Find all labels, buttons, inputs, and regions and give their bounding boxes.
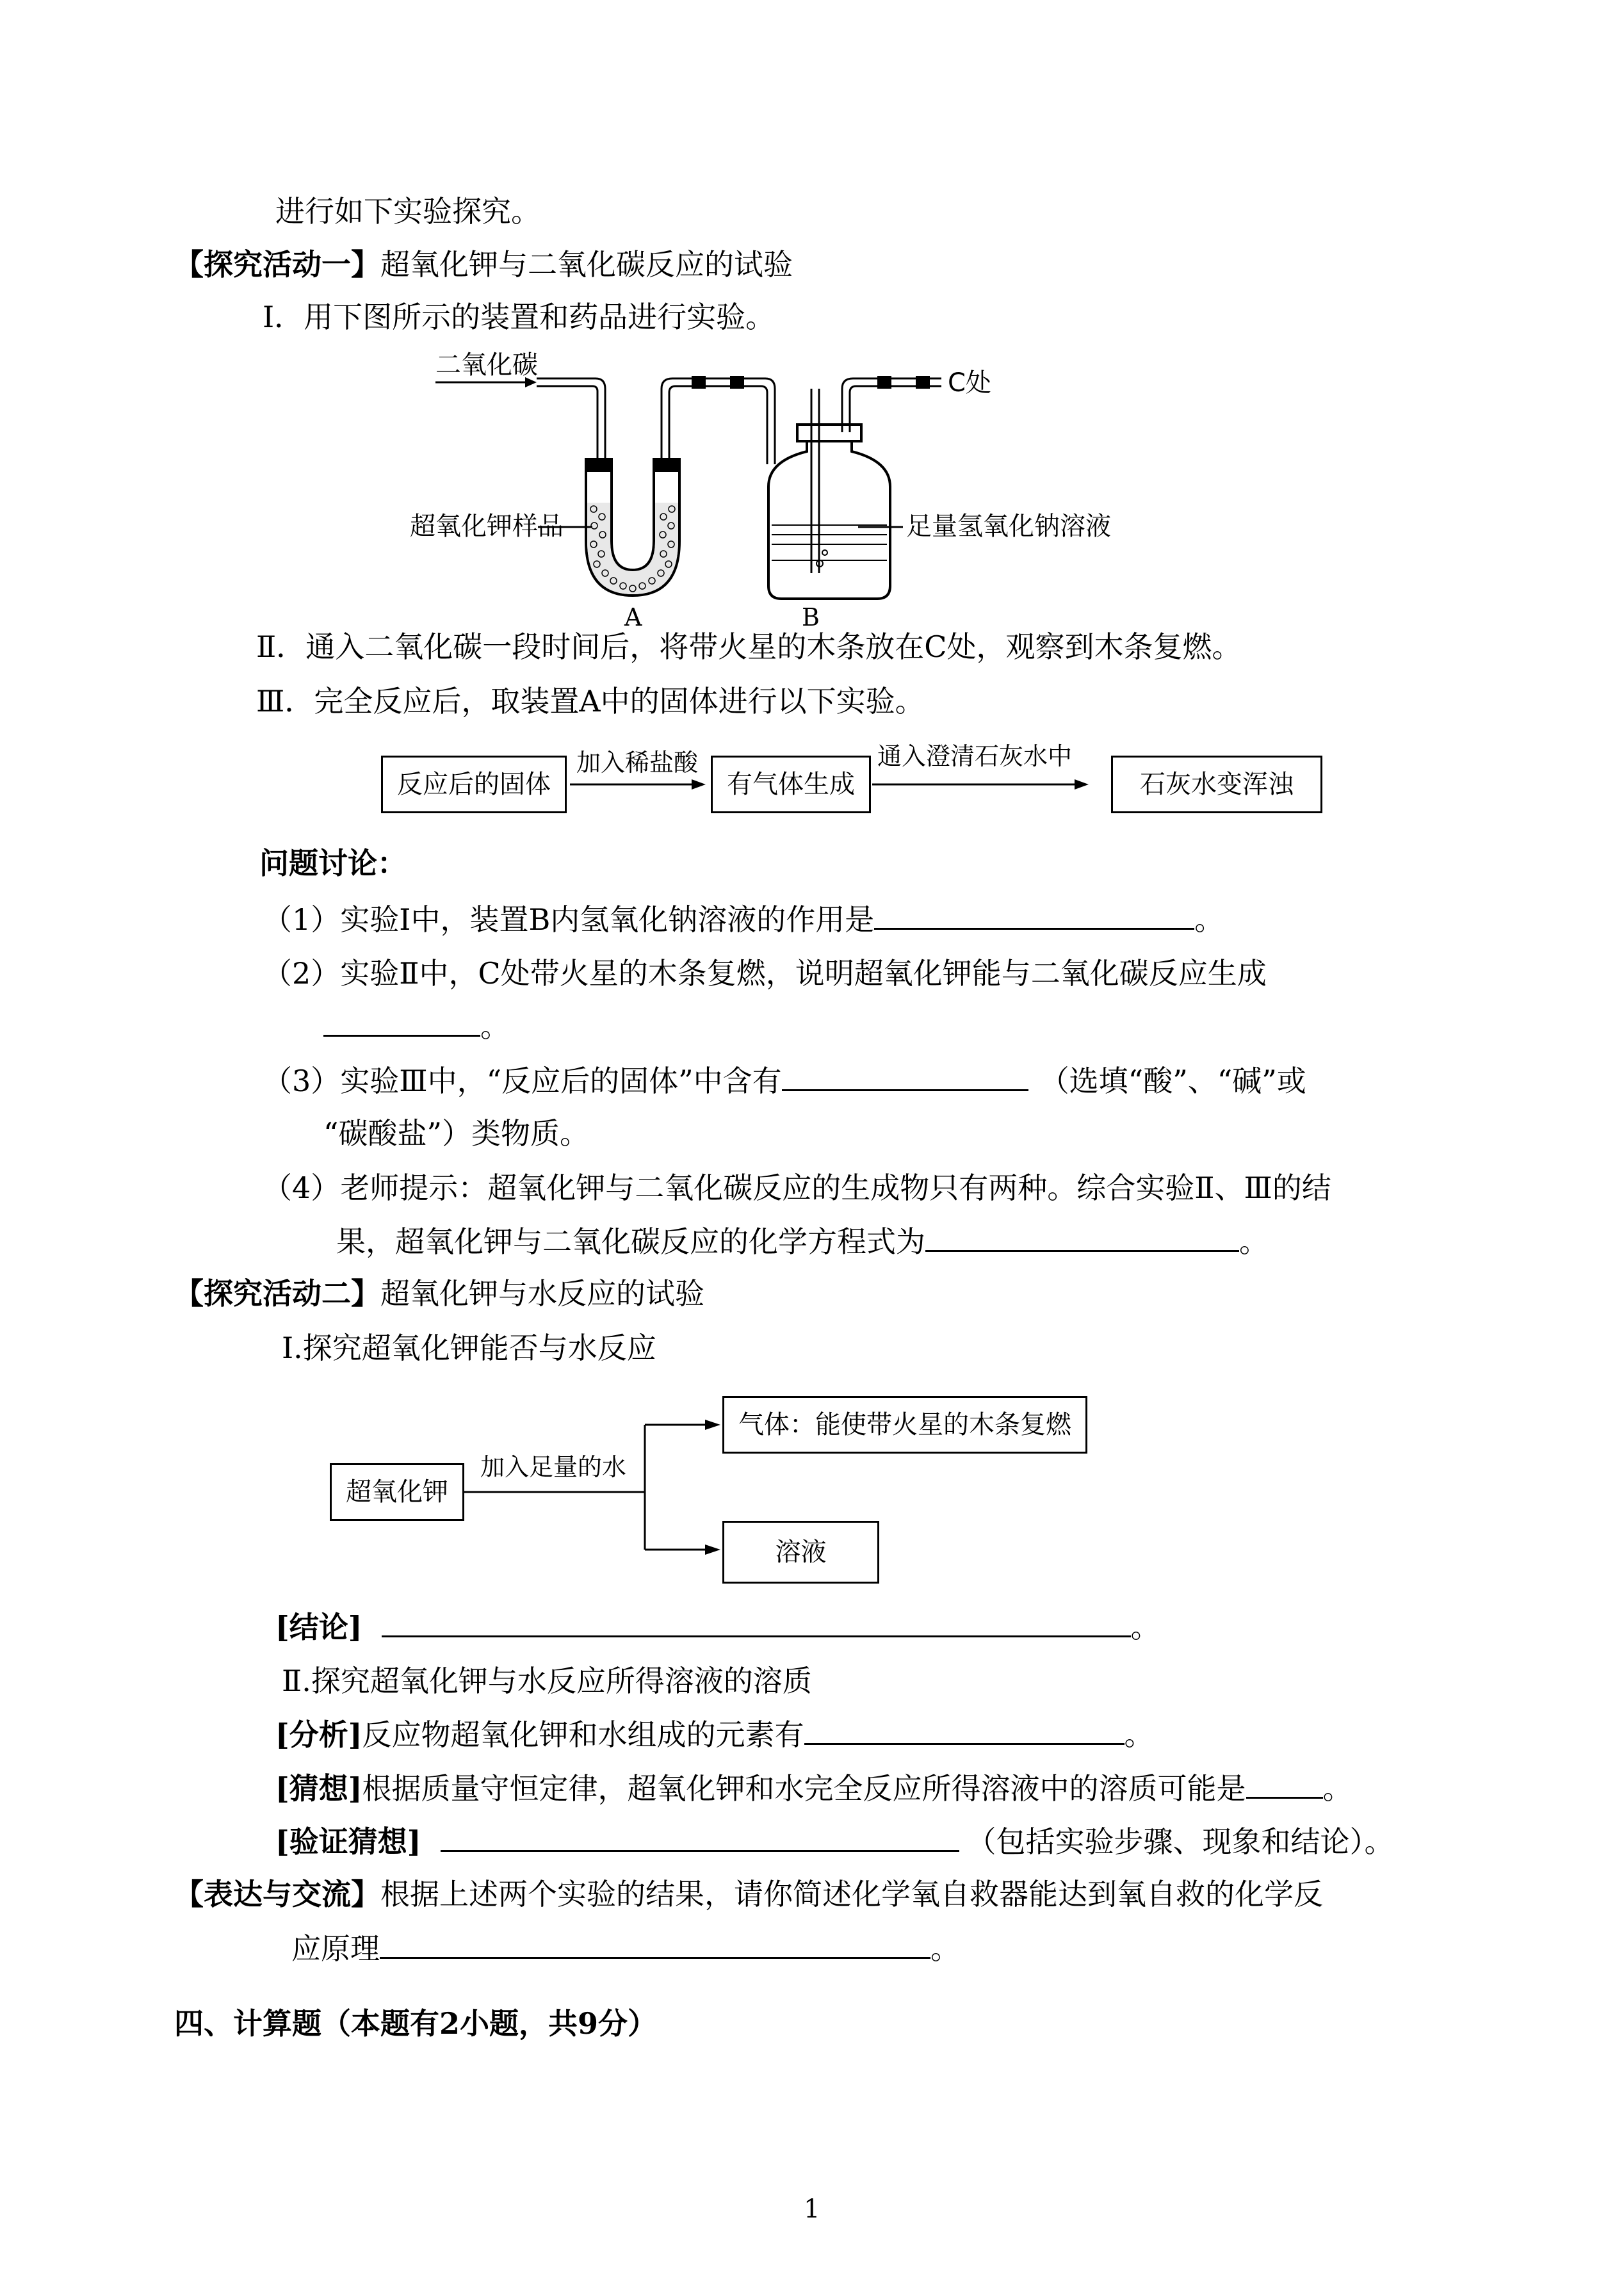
question-4: （4）老师提示：超氧化钾与二氧化碳反应的生成物只有两种。综合实验Ⅱ、Ⅲ的结 <box>263 1171 1331 1205</box>
answer-blank-verify[interactable] <box>441 1822 959 1852</box>
flow1-arrow1 <box>570 775 708 794</box>
activity1-step2: Ⅱ．通入二氧化碳一段时间后，将带火星的木条放在C处，观察到木条复燃。 <box>256 629 1242 664</box>
conclusion-end: 。 <box>1130 1610 1160 1644</box>
guess-end: 。 <box>1322 1771 1352 1806</box>
apparatus-diagram <box>410 349 1111 631</box>
activity2-step2: Ⅱ.探究超氧化钾与水反应所得溶液的溶质 <box>282 1664 812 1698</box>
guess-head: [猜想] <box>275 1771 362 1806</box>
activity1-head: 【探究活动一】 <box>174 247 380 282</box>
question-3-text: （3）实验Ⅲ中，“反应后的固体”中含有 <box>263 1064 782 1098</box>
flow2-box-gas: 气体：能使带火星的木条复燃 <box>722 1396 1087 1454</box>
c-point-label: C处 <box>948 368 991 398</box>
flow1-box-gas: 有气体生成 <box>711 756 871 813</box>
u-tube-left-stopper <box>585 458 613 472</box>
question-4-end: 。 <box>1239 1224 1269 1259</box>
activity1-heading <box>174 245 793 284</box>
question-3-hint: （选填“酸”、“碱”或 <box>1039 1064 1306 1098</box>
express-line-2 <box>291 1929 960 1968</box>
question-1-end: 。 <box>1194 902 1224 937</box>
question-3-cont: “碳酸盐”）类物质。 <box>323 1116 590 1151</box>
express-text-2: 应原理 <box>291 1931 380 1966</box>
express-head: 【表达与交流】 <box>174 1877 380 1911</box>
question-4-text: 果，超氧化钾与二氧化碳反应的化学方程式为 <box>336 1224 925 1259</box>
activity2-head: 【探究活动二】 <box>174 1276 380 1311</box>
answer-blank-express[interactable] <box>380 1929 930 1959</box>
flow1-arrow2 <box>872 775 1090 794</box>
analysis-text: 反应物超氧化钾和水组成的元素有 <box>362 1717 804 1752</box>
analysis-head: [分析] <box>275 1717 362 1752</box>
section-4-heading: 四、计算题（本题有2小题，共9分） <box>174 2006 658 2041</box>
label-b: B <box>802 603 820 631</box>
flow1-box-solid: 反应后的固体 <box>381 756 567 813</box>
conclusion-line <box>275 1607 1160 1646</box>
analysis-line <box>275 1715 1154 1754</box>
flow2-branch-arrows <box>464 1406 727 1598</box>
express-end: 。 <box>930 1931 960 1966</box>
analysis-end: 。 <box>1124 1717 1154 1752</box>
guess-text: 根据质量守恒定律，超氧化钾和水完全反应所得溶液中的溶质可能是 <box>362 1771 1246 1806</box>
discussion-heading: 问题讨论： <box>259 846 407 880</box>
activity1-title: 超氧化钾与二氧化碳反应的试验 <box>380 247 793 282</box>
activity1-step3: Ⅲ．完全反应后，取装置A中的固体进行以下实验。 <box>256 684 925 718</box>
express-text: 根据上述两个实验的结果，请你简述化学氧自救器能达到氧自救的化学反 <box>380 1877 1323 1911</box>
question-1 <box>263 900 1224 939</box>
question-3 <box>263 1061 1306 1100</box>
answer-blank-3[interactable] <box>782 1061 1028 1091</box>
activity2-title: 超氧化钾与水反应的试验 <box>380 1276 704 1311</box>
flow1-arrow2-label: 通入澄清石灰水中 <box>877 742 1073 770</box>
flow2-box-solution: 溶液 <box>722 1521 879 1584</box>
question-2-end: 。 <box>480 1009 510 1044</box>
sample-granules <box>587 503 678 594</box>
verify-note: （包括实验步骤、现象和结论）。 <box>966 1824 1394 1859</box>
guess-line <box>275 1769 1352 1808</box>
answer-blank-guess[interactable] <box>1246 1769 1323 1799</box>
answer-blank-conclusion[interactable] <box>382 1607 1131 1637</box>
answer-blank-1[interactable] <box>874 900 1194 930</box>
question-4-cont <box>336 1222 1269 1261</box>
flow1-arrow1-label: 加入稀盐酸 <box>576 749 699 777</box>
co2-label: 二氧化碳 <box>435 350 538 380</box>
page-number: 1 <box>804 2194 820 2224</box>
activity2-step1: Ⅰ.探究超氧化钾能否与水反应 <box>282 1331 656 1365</box>
label-a: A <box>624 603 642 631</box>
answer-blank-4[interactable] <box>925 1222 1239 1252</box>
answer-blank-2[interactable] <box>323 1007 480 1037</box>
question-2: （2）实验Ⅱ中，C处带火星的木条复燃，说明超氧化钾能与二氧化碳反应生成 <box>263 956 1267 991</box>
bottle-stopper <box>797 425 861 441</box>
u-tube-right-stopper <box>653 458 681 472</box>
verify-line <box>275 1822 1394 1861</box>
flow1-box-result: 石灰水变浑浊 <box>1111 756 1322 813</box>
express-line <box>174 1875 1323 1913</box>
gas-bottle <box>768 432 890 599</box>
naoh-label: 足量氢氧化钠溶液 <box>906 512 1111 541</box>
flow2-arrow-label: 加入足量的水 <box>480 1453 627 1481</box>
activity1-step1: Ⅰ．用下图所示的装置和药品进行实验。 <box>263 300 775 334</box>
activity2-heading <box>174 1274 704 1313</box>
verify-head: [验证猜想] <box>275 1824 421 1859</box>
flow2-box-start: 超氧化钾 <box>330 1463 464 1521</box>
conclusion-head: [结论] <box>275 1610 362 1644</box>
answer-blank-analysis[interactable] <box>804 1715 1125 1745</box>
sample-label: 超氧化钾样品 <box>410 512 564 541</box>
question-1-text: （1）实验Ⅰ中，装置B内氢氧化钠溶液的作用是 <box>263 902 875 937</box>
intro-text: 进行如下实验探究。 <box>275 194 540 229</box>
question-2-answer <box>323 1007 510 1046</box>
